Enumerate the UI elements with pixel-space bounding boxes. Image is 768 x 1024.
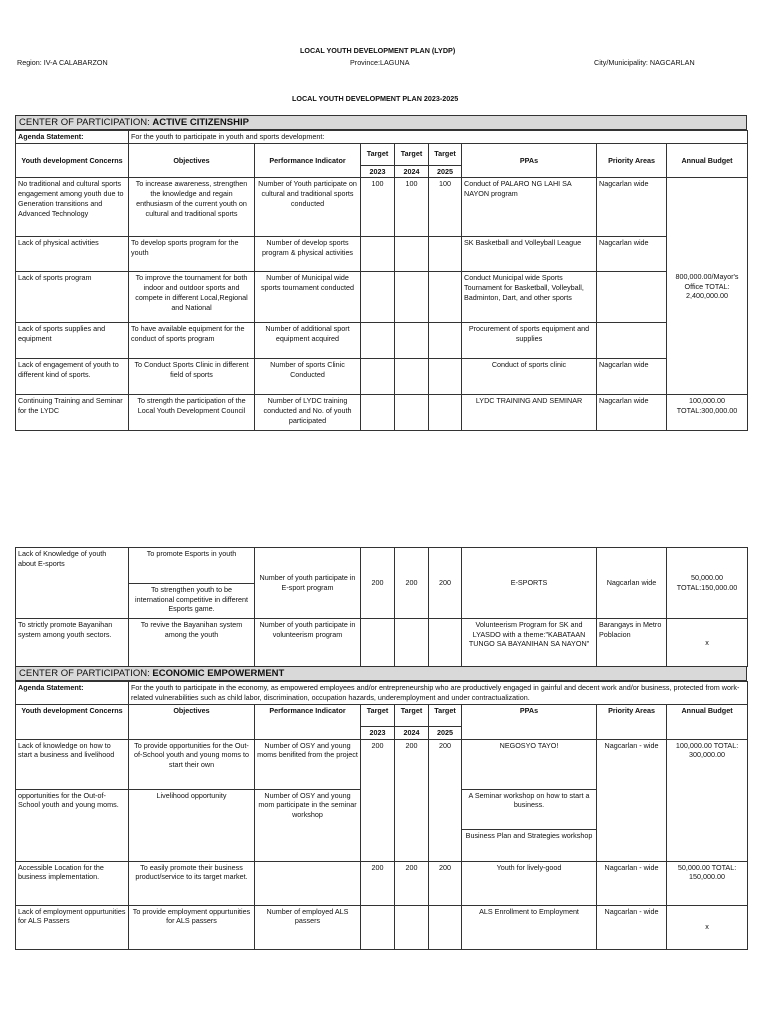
objective-cell: To promote Esports in youth <box>129 548 255 584</box>
col-year: 2023 <box>361 727 395 740</box>
cop-label: CENTER OF PARTICIPATION: <box>19 117 153 128</box>
target-cell: 100 <box>395 178 429 237</box>
table-row <box>16 619 748 667</box>
table-row <box>16 395 748 431</box>
objective-cell: To develop sports program for the youth <box>129 237 255 272</box>
plan-title: LOCAL YOUTH DEVELOPMENT PLAN 2023-2025 <box>292 94 459 103</box>
table-row <box>16 905 748 949</box>
col-objectives: Objectives <box>129 705 255 740</box>
priority-cell <box>597 323 667 359</box>
indicator-cell: Number of OSY and young mom participate in the seminar workshop <box>255 789 361 861</box>
col-target: Target <box>361 143 395 165</box>
ppa-cell: LYDC TRAINING AND SEMINAR <box>462 395 597 431</box>
ppa-cell: Conduct of PALARO NG LAHI SA NAYON program <box>462 178 597 237</box>
agenda-label: Agenda Statement: <box>16 682 129 705</box>
indicator-cell: Number of Youth participate on cultural and traditional sports conducted <box>255 178 361 237</box>
priority-cell: Nagcarlan - wide <box>597 861 667 905</box>
budget-cell: 50,000.00 TOTAL: 150,000.00 <box>667 861 748 905</box>
indicator-cell: Number of additional sport equipment acquired <box>255 323 361 359</box>
priority-cell: Nagcarlan - wide <box>597 905 667 949</box>
esports-table <box>15 547 748 667</box>
indicator-cell: Number of develop sports program & physical activities <box>255 237 361 272</box>
target-cell: 200 <box>429 739 462 861</box>
cop-economic-empowerment <box>15 666 747 681</box>
objective-cell: To increase awareness, strengthen the knowledge and regain enthusiasm of the current youth on cultural and traditional sports <box>129 178 255 237</box>
ppa-cell: Conduct Municipal wide Sports Tournament for Basketball, Volleyball, Badminton, Dart, and other sports <box>462 272 597 323</box>
objective-cell: To easily promote their business product/service to its target market. <box>129 861 255 905</box>
ppa-cell: Conduct of sports clinic <box>462 359 597 395</box>
indicator-cell: Number of LYDC training conducted and No. of youth participated <box>255 395 361 431</box>
table-row <box>16 178 748 237</box>
col-indicator: Performance Indicator <box>255 143 361 178</box>
concern-cell: Lack of engagement of youth to different kind of sports. <box>16 359 129 395</box>
indicator-cell: Number of youth participate in volunteerism program <box>255 619 361 667</box>
region-label: Region: IV-A CALABARZON <box>17 58 108 67</box>
concern-cell: opportunities for the Out-of-School youth and young moms. <box>16 789 129 861</box>
col-target: Target <box>361 705 395 727</box>
table-row <box>16 323 748 359</box>
ppa-cell: Procurement of sports equipment and supplies <box>462 323 597 359</box>
agenda-text: For the youth to participate in youth and sports development: <box>129 131 748 144</box>
concern-cell: Accessible Location for the business implementation. <box>16 861 129 905</box>
col-target: Target <box>429 705 462 727</box>
priority-cell: Nagcarlan wide <box>597 178 667 237</box>
concern-cell: Continuing Training and Seminar for the LYDC <box>16 395 129 431</box>
cop-active-citizenship <box>15 115 747 130</box>
target-cell: 200 <box>361 861 395 905</box>
col-objectives: Objectives <box>129 143 255 178</box>
concern-cell: Lack of sports supplies and equipment <box>16 323 129 359</box>
province-label: Province:LAGUNA <box>350 58 410 67</box>
objective-cell: To strengthen youth to be international competitive in different Esports game. <box>129 584 255 619</box>
ppa-cell: Youth for lively-good <box>462 861 597 905</box>
ppa-cell: E-SPORTS <box>462 548 597 619</box>
indicator-cell: Number of OSY and young moms benifited from the project <box>255 739 361 789</box>
table-row <box>16 548 748 584</box>
concern-cell: Lack of employment oppurtunities for ALS Passers <box>16 905 129 949</box>
priority-cell: Nagcarlan wide <box>597 548 667 619</box>
objective-cell: To Conduct Sports Clinic in different field of sports <box>129 359 255 395</box>
col-ppas: PPAs <box>462 143 597 178</box>
agenda-label: Agenda Statement: <box>16 131 129 144</box>
budget-cell: 800,000.00/Mayor's Office TOTAL: 2,400,000.00 <box>667 178 748 395</box>
indicator-cell: Number of youth participate in E-sport program <box>255 548 361 619</box>
concern-cell: Lack of sports program <box>16 272 129 323</box>
priority-cell: Nagcarlan wide <box>597 395 667 431</box>
ppa-cell: SK Basketball and Volleyball League <box>462 237 597 272</box>
active-citizenship-table <box>15 130 748 431</box>
ppa-cell: Business Plan and Strategies workshop <box>462 829 597 861</box>
concern-cell: To strictly promote Bayanihan system among youth sectors. <box>16 619 129 667</box>
indicator-cell: Number of sports Clinic Conducted <box>255 359 361 395</box>
target-cell: 200 <box>361 548 395 619</box>
cop-name: ECONOMIC EMPOWERMENT <box>152 668 285 679</box>
col-budget: Annual Budget <box>667 143 748 178</box>
indicator-cell <box>255 861 361 905</box>
objective-cell: To strength the participation of the Local Youth Development Council <box>129 395 255 431</box>
concern-cell: Lack of physical activities <box>16 237 129 272</box>
target-cell: 200 <box>429 548 462 619</box>
budget-cell: x <box>667 905 748 949</box>
objective-cell: To improve the tournament for both indoor and outdoor sports and compete in different Local,Regional and National <box>129 272 255 323</box>
table-row <box>16 739 748 789</box>
objective-cell: To revive the Bayanihan system among the youth <box>129 619 255 667</box>
ppa-cell: A Seminar workshop on how to start a business. <box>462 789 597 829</box>
table-row <box>16 359 748 395</box>
priority-cell: Nagcarlan wide <box>597 237 667 272</box>
budget-cell: 100,000.00 TOTAL:300,000.00 <box>667 395 748 431</box>
table-row <box>16 237 748 272</box>
concern-cell: Lack of knowledge on how to start a business and livelihood <box>16 739 129 789</box>
cop-name: ACTIVE CITIZENSHIP <box>152 117 249 128</box>
col-budget: Annual Budget <box>667 705 748 740</box>
col-priority: Priority Areas <box>597 143 667 178</box>
agenda-text: For the youth to participate in the economy, as empowered employees and/or entrepreneurship who are productively engaged in gainful and decent work and/or business, protected from work-related vulnerabilities such as child labor, discrimination, occupation hazards, underemployment and under contractualization. <box>129 682 748 705</box>
target-cell: 100 <box>361 178 395 237</box>
col-priority: Priority Areas <box>597 705 667 740</box>
concern-cell: No traditional and cultural sports engagement among youth due to Generation transitions and Advanced Technology <box>16 178 129 237</box>
city-label: City/Municipality: NAGCARLAN <box>594 58 695 67</box>
col-target: Target <box>395 143 429 165</box>
budget-cell: 50,000.00 TOTAL:150,000.00 <box>667 548 748 619</box>
priority-cell: Nagcarlan - wide <box>597 739 667 861</box>
cop-label: CENTER OF PARTICIPATION: <box>19 668 153 679</box>
objective-cell: To provide employment oppurtunities for ALS passers <box>129 905 255 949</box>
indicator-cell: Number of Municipal wide sports tournament conducted <box>255 272 361 323</box>
target-cell: 100 <box>429 178 462 237</box>
col-year: 2024 <box>395 165 429 178</box>
table-row <box>16 861 748 905</box>
objective-cell: To provide opportunities for the Out-of-School youth and young moms to start their own <box>129 739 255 789</box>
col-year: 2024 <box>395 727 429 740</box>
col-concerns: Youth development Concerns <box>16 705 129 740</box>
doc-title: LOCAL YOUTH DEVELOPMENT PLAN (LYDP) <box>300 46 456 55</box>
target-cell: 200 <box>429 861 462 905</box>
col-ppas: PPAs <box>462 705 597 740</box>
col-target: Target <box>429 143 462 165</box>
target-cell: 200 <box>395 548 429 619</box>
col-indicator: Performance Indicator <box>255 705 361 740</box>
concern-cell: Lack of Knowledge of youth about E-sports <box>16 548 129 619</box>
col-year: 2025 <box>429 727 462 740</box>
ppa-cell: Volunteerism Program for SK and LYASDO with a theme:"KABATAAN TUNGO SA BAYANIHAN SA NAYON" <box>462 619 597 667</box>
budget-cell: x <box>667 619 748 667</box>
target-cell: 200 <box>395 861 429 905</box>
col-year: 2025 <box>429 165 462 178</box>
col-concerns: Youth development Concerns <box>16 143 129 178</box>
priority-cell: Barangays in Metro Poblacion <box>597 619 667 667</box>
priority-cell <box>597 272 667 323</box>
col-year: 2023 <box>361 165 395 178</box>
ppa-cell: ALS Enrollment to Employment <box>462 905 597 949</box>
table-row <box>16 272 748 323</box>
ppa-cell: NEGOSYO TAYO! <box>462 739 597 789</box>
target-cell: 200 <box>361 739 395 861</box>
economic-empowerment-table <box>15 681 748 950</box>
indicator-cell: Number of employed ALS passers <box>255 905 361 949</box>
col-target: Target <box>395 705 429 727</box>
priority-cell: Nagcarlan wide <box>597 359 667 395</box>
target-cell: 200 <box>395 739 429 861</box>
objective-cell: To have available equipment for the conduct of sports program <box>129 323 255 359</box>
objective-cell: Livelihood opportunity <box>129 789 255 861</box>
budget-cell: 100,000.00 TOTAL: 300,000.00 <box>667 739 748 861</box>
